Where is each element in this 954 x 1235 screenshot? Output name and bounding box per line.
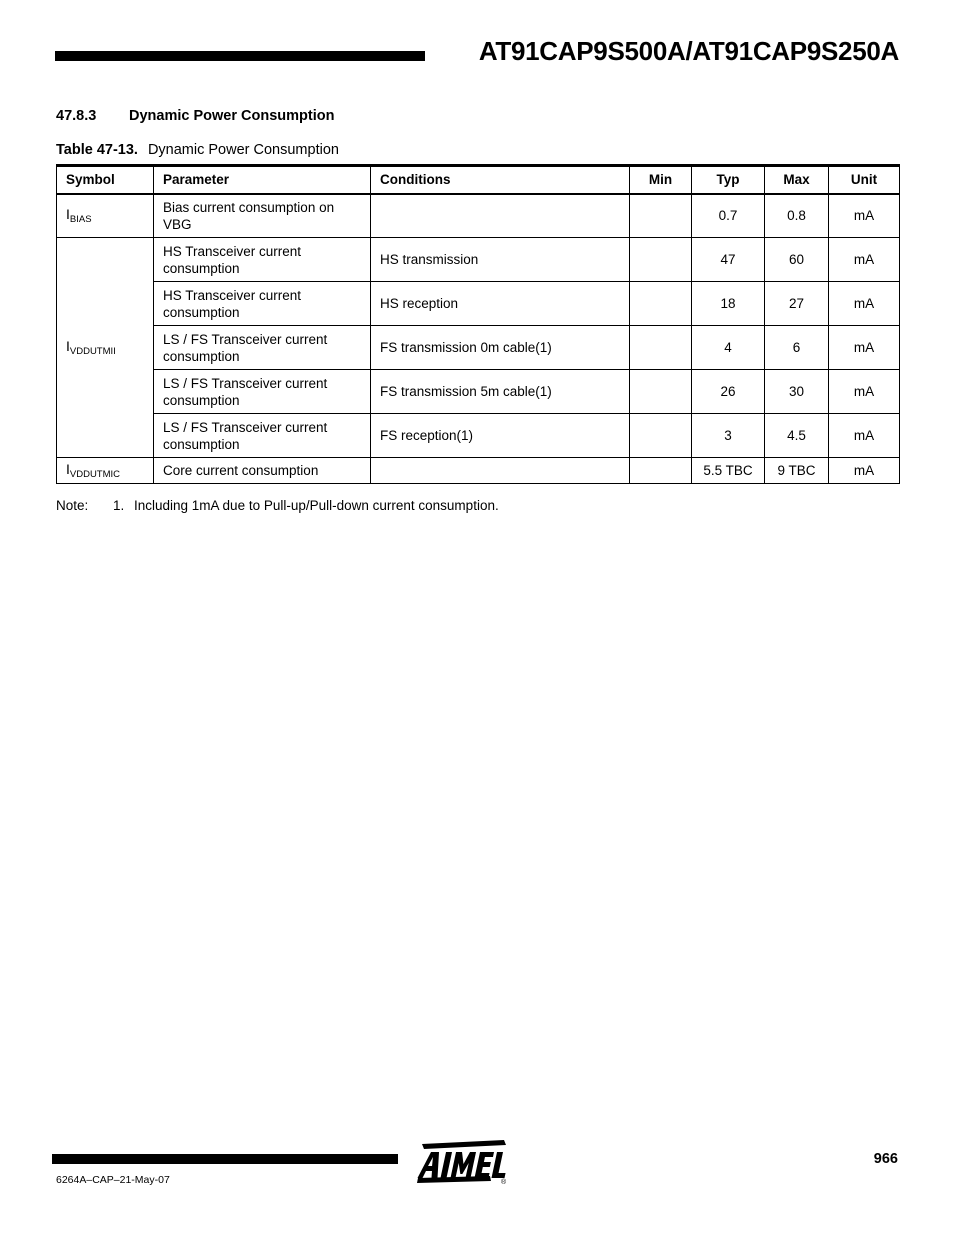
table-note — [56, 498, 499, 513]
min-cell — [630, 326, 692, 370]
typ-cell: 18 — [692, 282, 765, 326]
unit-cell: mA — [829, 326, 900, 370]
max-cell: 60 — [765, 238, 829, 282]
column-header-typ: Typ — [692, 166, 765, 194]
parameter-cell: Core current consumption — [154, 458, 371, 484]
max-cell: 6 — [765, 326, 829, 370]
section-number: 47.8.3 — [56, 108, 97, 124]
conditions-cell: HS transmission — [371, 238, 630, 282]
max-cell: 9 TBC — [765, 458, 829, 484]
typ-cell: 0.7 — [692, 194, 765, 238]
typ-cell: 26 — [692, 370, 765, 414]
table-row — [57, 370, 900, 414]
atmel-logo — [412, 1138, 510, 1186]
table-caption-title: Dynamic Power Consumption — [147, 142, 339, 158]
page-number: 966 — [873, 1151, 898, 1167]
min-cell — [630, 194, 692, 238]
table-row — [57, 458, 900, 484]
min-cell — [630, 458, 692, 484]
table-row — [57, 326, 900, 370]
table-header-row — [57, 166, 900, 194]
section-title: Dynamic Power Consumption — [129, 108, 335, 124]
document-reference: 6264A–CAP–21-May-07 — [56, 1174, 170, 1186]
max-cell: 30 — [765, 370, 829, 414]
max-cell: 0.8 — [765, 194, 829, 238]
document-title: AT91CAP9S500A/AT91CAP9S250A — [478, 36, 899, 66]
logo-registered-mark: ® — [501, 1179, 507, 1186]
conditions-cell — [371, 458, 630, 484]
min-cell — [630, 370, 692, 414]
table-row — [57, 238, 900, 282]
parameter-cell: LS / FS Transceiver current consumption — [154, 370, 371, 414]
parameter-cell: LS / FS Transceiver current consumption — [154, 414, 371, 458]
symbol-subscript: VDDUTMIC — [69, 469, 121, 480]
footer-rule — [52, 1154, 398, 1164]
min-cell — [630, 282, 692, 326]
symbol-subscript: BIAS — [69, 214, 92, 226]
parameter-cell: LS / FS Transceiver current consumption — [154, 326, 371, 370]
symbol-main: I — [66, 461, 70, 477]
unit-cell: mA — [829, 414, 900, 458]
max-cell: 4.5 — [765, 414, 829, 458]
min-cell — [630, 414, 692, 458]
unit-cell: mA — [829, 370, 900, 414]
typ-cell: 5.5 TBC — [692, 458, 765, 484]
table-row — [57, 194, 900, 238]
unit-cell: mA — [829, 458, 900, 484]
unit-cell: mA — [829, 238, 900, 282]
note-label: Note: — [56, 498, 89, 513]
table-caption-label: Table 47-13. — [56, 142, 138, 158]
unit-cell: mA — [829, 282, 900, 326]
symbol-cell — [57, 194, 154, 238]
table-row — [57, 414, 900, 458]
conditions-cell — [371, 194, 630, 238]
section-heading — [56, 108, 334, 124]
unit-cell: mA — [829, 194, 900, 238]
column-header-unit: Unit — [829, 166, 900, 194]
table-row — [57, 282, 900, 326]
note-number: 1. — [113, 498, 125, 513]
symbol-subscript: VDDUTMII — [69, 346, 116, 357]
conditions-cell: FS transmission 0m cable(1) — [371, 326, 630, 370]
table-caption — [56, 142, 339, 158]
typ-cell: 3 — [692, 414, 765, 458]
column-header-max: Max — [765, 166, 829, 194]
note-text: Including 1mA due to Pull-up/Pull-down current consumption. — [134, 498, 499, 513]
max-cell: 27 — [765, 282, 829, 326]
typ-cell: 47 — [692, 238, 765, 282]
parameter-cell: HS Transceiver current consumption — [154, 238, 371, 282]
conditions-cell: HS reception — [371, 282, 630, 326]
column-header-min: Min — [630, 166, 692, 194]
typ-cell: 4 — [692, 326, 765, 370]
symbol-main: I — [66, 206, 70, 223]
min-cell — [630, 238, 692, 282]
header-rule — [55, 51, 425, 61]
conditions-cell: FS transmission 5m cable(1) — [371, 370, 630, 414]
symbol-main: I — [66, 338, 70, 354]
symbol-cell — [57, 458, 154, 484]
conditions-cell: FS reception(1) — [371, 414, 630, 458]
power-consumption-table — [56, 164, 900, 484]
symbol-cell — [57, 238, 154, 458]
parameter-cell: HS Transceiver current consumption — [154, 282, 371, 326]
parameter-cell: Bias current consumption on VBG — [154, 194, 371, 238]
column-header-symbol: Symbol — [57, 166, 154, 194]
column-header-parameter: Parameter — [154, 166, 371, 194]
column-header-conditions: Conditions — [371, 166, 630, 194]
